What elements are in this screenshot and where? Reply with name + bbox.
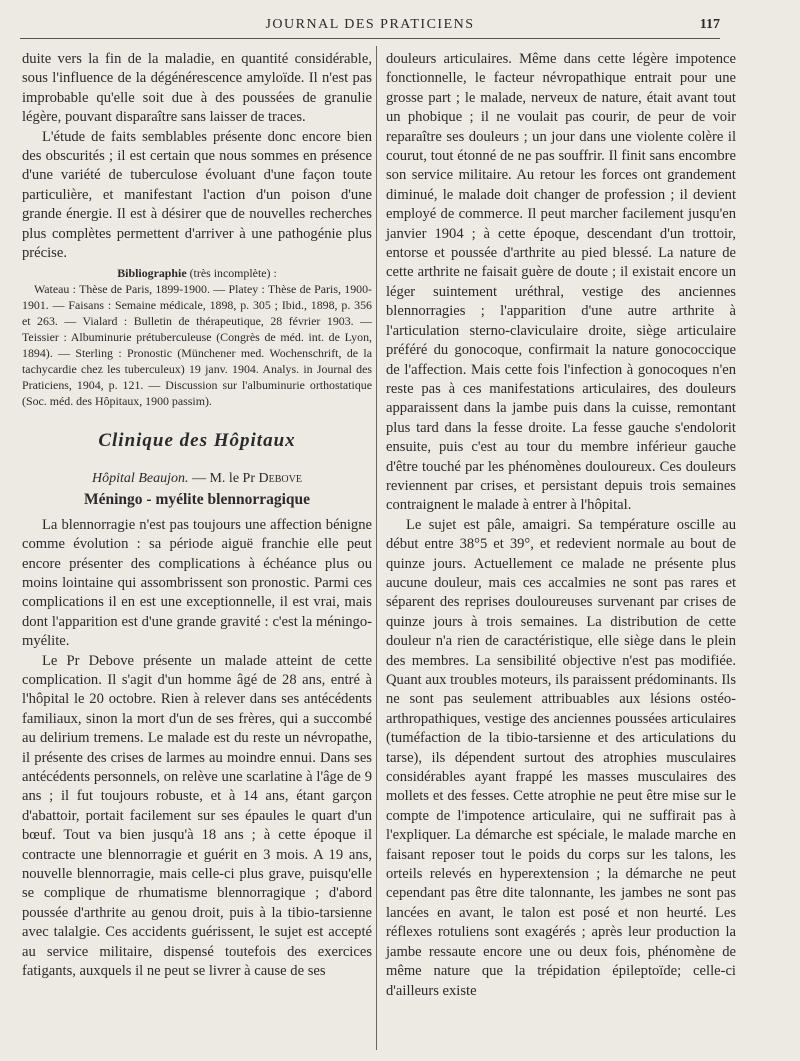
hospital-name: Hôpital Beaujon. <box>92 470 189 486</box>
bibliography-text: Wateau : Thèse de Paris, 1899-1900. — Platey : Thèse de Paris, 1900-1901. — Faisans : Semaine médicale, 1898, p. 305 ; Ibid., 1898, p. 356 et 263. — Vialard : Bulletin de thérapeutique, 28 février 1903. — Teissier : Albuminurie prétuberculeuse (Congrès de méd. int. de Lyon, 1894). — Sterling : Pronostic (Münchener med. Wochenschrift, de la tachycardie chez les tuberculeux) 19 janv. 1904. Analys. in Journal des Praticiens, 1904, p. 121. — Discussion sur l'albuminurie orthostatique (Soc. méd. des Hôpitaux, 1900 passim). <box>22 282 372 409</box>
paragraph: duite vers la fin de la maladie, en quantité considérable, sous l'influence de la dégénérescence amyloïde. Il n'est pas improbable qu'elle soit due à des poussées de granulie légère, pouvant disparaître sans laisser de traces. <box>22 51 372 126</box>
bibliography-note: (très incomplète) : <box>186 266 277 281</box>
paragraph: douleurs articulaires. Même dans cette légère impotence fonctionnelle, le facteur névropathique entrait pour une grosse part ; le malade, nerveux de nature, était avant tout un phobique ; il ne voulait pas courir, de peur de voir reparaître ses douleurs ; un jour dans une violente colère il courut, tout étonné de ne pas souffrir. Il finit sans encombre son service militaire. Au retour les forces ont grandement diminué, le malade doit changer de profession ; il devient employé de commerce. Il peut marcher facilement jusqu'en janvier 1904 ; à cette époque, descendant d'un trottoir, entorse et poussée d'arthrite au pied blessé. La nature de cette arthrite ne faisait guère de doute ; il existait encore un léger suintement uréthral, vestige des anciennes blennorragies ; l'apparition d'une autre arthrite à l'articulation sterno-claviculaire droite, siège articulaire préféré du gonocoque, confirmait la nature gonococcique de l'affection. Mais cette fois l'infection à gonocoques n'en reste pas à ces manifestations articulaires, des douleurs apparaissent dans la jambe puis dans la cuisse, remontant plus tard dans la fesse droite. La fesse gauche s'endolorit ensuite, puis c'est au tour du membre inférieur gauche d'être touché par les phénomènes douloureux. Ces douleurs reviennent par crises, et persistant depuis trois semaines contraignent le malade à entrer à l'hôpital. <box>386 51 736 514</box>
case-title: Méningo - myélite blennorragique <box>83 491 311 509</box>
bibliography-heading <box>22 265 372 281</box>
page-header <box>20 12 720 39</box>
right-column <box>386 50 736 1001</box>
bibliography <box>22 265 372 409</box>
paragraph: La blennorragie n'est pas toujours une affection bénigne comme évolution : sa période aiguë franchie elle peut encore présenter des complications à échéance plus ou moins lointaine qui assombrissent son pronostic. Parmi ces complications il en est une exceptionnelle, il est vrai, mais dont l'apparition est d'une grande gravité : c'est la méningo-myélite. <box>22 516 372 650</box>
bibliography-title: Bibliographie <box>117 266 187 281</box>
left-column <box>22 50 372 981</box>
page-number: 117 <box>699 17 720 32</box>
section-title: Clinique des Hôpitaux <box>98 430 296 452</box>
byline <box>22 469 372 488</box>
paragraph: Le Pr Debove présente un malade atteint de cette complication. Il s'agit d'un homme âgé de 28 ans, entré à l'hôpital le 20 octobre. Rien à relever dans ses antécédents familiaux, sinon la mort d'un de ses frères, qui a succombé au delirium tremens. Le malade est du reste un névropathe, il présente des crises de larmes au moindre ennui. Dans ses antécédents personnels, on relève une scarlatine à l'âge de 9 ans ; il fut toujours robuste, et à 14 ans, étant garçon d'abattoir, portait facilement sur ses épaules le quart d'un bœuf. Tout va bien jusqu'à 18 ans ; à cette époque il contracte une blennorragie et guérit en 3 mois. A 19 ans, nouvelle blennorragie, mais celle-ci plus grave, puisqu'elle se complique de rhumatisme blennorragique ; d'abord poussée d'arthrite au genou droit, puis à la tibio-tarsienne avec talalgie. Ces accidents guérissent, le sujet est accepté au service militaire, dispensé toutefois des exercices fatigants, auxquels il ne peut se livrer à cause de ses <box>22 652 372 980</box>
byline-separator: — M. le Pr <box>188 470 259 486</box>
paragraph: L'étude de faits semblables présente donc encore bien des obscurités ; il est certain que nous sommes en présence d'une variété de tuberculose évoluant d'une façon toute particulière, et manifestant l'action d'un poison d'une grande énergie. Il est à désirer que de nouvelles recherches plus complètes permettent d'arriver à une pathogénie plus précise. <box>22 128 372 262</box>
journal-title: JOURNAL DES PRATICIENS <box>265 17 475 32</box>
paragraph: Le sujet est pâle, amaigri. Sa température oscille au début entre 38°5 et 39°, et redevient normale au bout de quinze jours. Actuellement ce malade ne présente plus aucune douleur, mais ces accalmies ne sont pas rares et séparent des reprises douloureuses survenant par crises de quinze jours à trois semaines. La distribution de cette douleur n'a rien de caractéristique, elle siège dans le plein des membres. La sensibilité objective n'est pas modifiée. Quant aux troubles moteurs, ils paraissent prédominants. Ils ne sont pas seulement attribuables aux lésions ostéo-arthropathiques, vestige des anciennes poussées articulaires (tuméfaction de la tibio-tarsienne et des articulations du tarse), ils dépendent surtout des atrophies musculaires considérables ayant frappé les masses musculaires des mollets et des fesses. Cette atrophie ne peut être mise sur le compte de l'impotence articulaire, qui ne suffirait pas à l'expliquer. La démarche est spéciale, le malade marche en faisant reposer tout le poids du corps sur les talons, les orteils relevés en hyperextension ; la démarche ne peut cependant pas être dite talonnante, les jambes ne sont pas lancées en avant, le talon est posé et non heurté. Les réflexes rotuliens sont exagérés ; après leur production la jambe ressaute encore une ou deux fois, phénomène de même nature que la trépidation épileptoïde; celle-ci d'ailleurs existe <box>386 516 736 999</box>
column-divider <box>376 46 377 1050</box>
doctor-name: Debove <box>258 470 302 486</box>
